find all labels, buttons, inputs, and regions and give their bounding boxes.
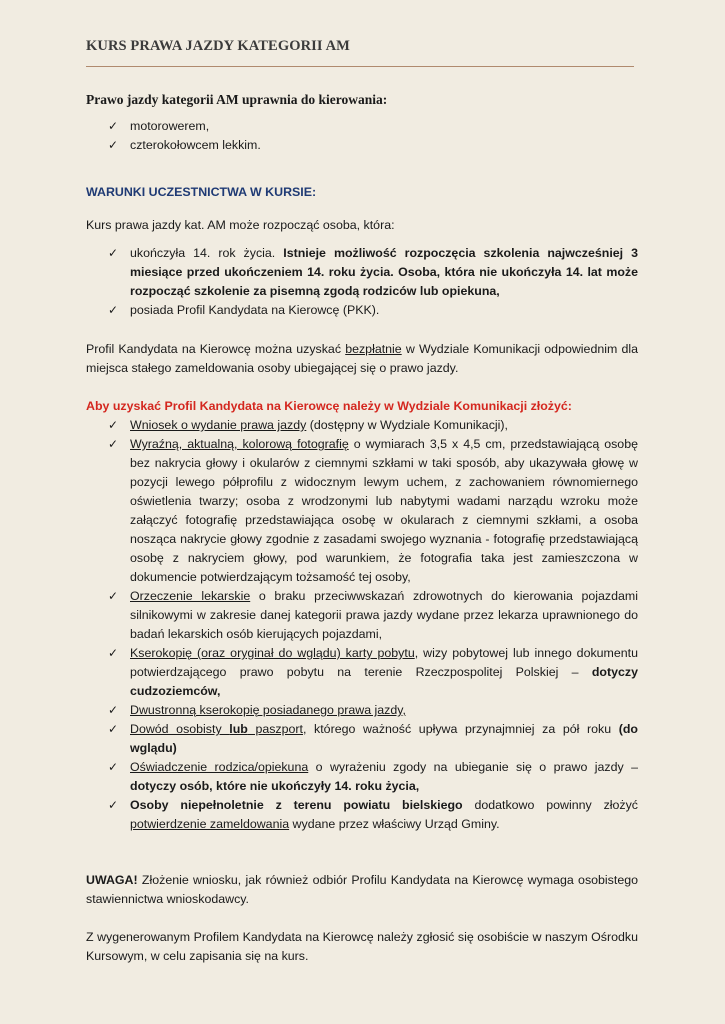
category-list (86, 117, 638, 155)
checkmark-icon: ✓ (108, 246, 119, 260)
pkk-info-paragraph: Profil Kandydata na Kierowcę można uzyskać bezpłatnie w Wydziale Komunikacji odpowiednim dla miejsca stałego zameldowania osoby ubiegającej się o prawo jazdy. (86, 342, 639, 375)
checkmark-icon: ✓ (108, 303, 119, 317)
list-item: ✓ Osoby niepełnoletnie z terenu powiatu bielskiego dodatkowo powinny złożyć potwierdzenie zameldowania wydane przez właściwy Urząd Gminy. (108, 798, 638, 831)
list-item: ✓ Wyraźną, aktualną, kolorową fotografię o wymiarach 3,5 x 4,5 cm, przedstawiającą osobę bez nakrycia głowy i okularów z ciemnymi szkłami w taki sposób, aby ukazywała głowę w pozycji lewego półprofilu z widocznym lewym uchem, z zachowaniem równomiernego oświetlenia twarzy; osoba z wrodzonymi lub nabytymi wadami narządu wzroku może załączyć fotografię przedstawiająca osobę w okularach z ciemnymi szkłami, a osoba nosząca nakrycie głowy zgodnie z zasadami swojego wyznania - fotografię przedstawiającą osobę z nakryciem głowy, pod warunkiem, że fotografia taka jest zamieszczona w dokumencie potwierdzającym tożsamość tej osoby, (108, 437, 638, 584)
checkmark-icon: ✓ (108, 722, 119, 736)
header-divider (86, 66, 634, 67)
checkmark-icon: ✓ (108, 138, 119, 152)
checkmark-icon: ✓ (108, 646, 119, 660)
closing-paragraph: Z wygenerowanym Profilem Kandydata na Kierowcę należy zgłosić się osobiście w naszym Ośrodku Kursowym, w celu zapisania się na kurs. (86, 930, 638, 963)
conditions-heading: WARUNKI UCZESTNICTWA W KURSIE: (86, 185, 317, 199)
conditions-list (86, 244, 638, 320)
list-item: ✓ Wniosek o wydanie prawa jazdy (dostępny w Wydziale Komunikacji), (86, 416, 638, 435)
checkmark-icon: ✓ (108, 760, 119, 774)
documents-list (86, 416, 638, 834)
checkmark-icon: ✓ (108, 418, 119, 432)
list-item: ✓ Orzeczenie lekarskie o braku przeciwwskazań zdrowotnych do kierowania pojazdami silnikowymi w zakresie danej kategorii prawa jazdy wydane przez lekarza uprawnionego do badań lekarskich osób kierujących pojazdami, (108, 589, 638, 641)
checkmark-icon: ✓ (108, 798, 119, 812)
document-body (86, 90, 638, 966)
page-header-title: KURS PRAWA JAZDY KATEGORII AM (86, 38, 350, 54)
list-item: ✓ ukończyła 14. rok życia. Istnieje możliwość rozpoczęcia szkolenia najwcześniej 3 miesiące przed ukończeniem 14. roku życia. Osoba, która nie ukończyła 14. lat może rozpocząć szkolenie za pisemną zgodą rodziców lub opiekuna, (108, 246, 638, 298)
checkmark-icon: ✓ (108, 437, 119, 451)
conditions-lead: Kurs prawa jazdy kat. AM może rozpocząć osoba, która: (86, 218, 395, 232)
list-item: ✓ Dwustronną kserokopię posiadanego prawa jazdy, (86, 701, 638, 720)
list-item: ✓ Dowód osobisty lub paszport, którego ważność upływa przynajmniej za pół roku (do wglądu) (108, 722, 638, 755)
list-item: ✓ Oświadczenie rodzica/opiekuna o wyrażeniu zgody na ubieganie się o prawo jazdy – dotyczy osób, które nie ukończyły 14. roku życia, (108, 760, 638, 793)
list-item: ✓ Ksero​kopię (oraz oryginał do wglądu) karty pobytu, wizy pobytowej lub innego dokumentu potwierdzającego prawo pobytu na terenie Rzeczpospolitej Polskiej – dotyczy cudzoziemców, (108, 646, 638, 698)
list-item: ✓ czterokołowcem lekkim. (86, 136, 638, 155)
intro-heading: Prawo jazdy kategorii AM uprawnia do kierowania: (86, 92, 388, 107)
warning-paragraph: UWAGA! Złożenie wniosku, jak również odbiór Profilu Kandydata na Kierowcę wymaga osobistego stawiennictwa wnioskodawcy. (86, 873, 638, 906)
checkmark-icon: ✓ (108, 119, 119, 133)
documents-heading: Aby uzyskać Profil Kandydata na Kierowcę należy w Wydziale Komunikacji złożyć: (86, 399, 572, 413)
checkmark-icon: ✓ (108, 589, 119, 603)
list-item: ✓ posiada Profil Kandydata na Kierowcę (PKK). (86, 301, 638, 320)
checkmark-icon: ✓ (108, 703, 119, 717)
list-item: ✓ motorowerem, (86, 117, 638, 136)
